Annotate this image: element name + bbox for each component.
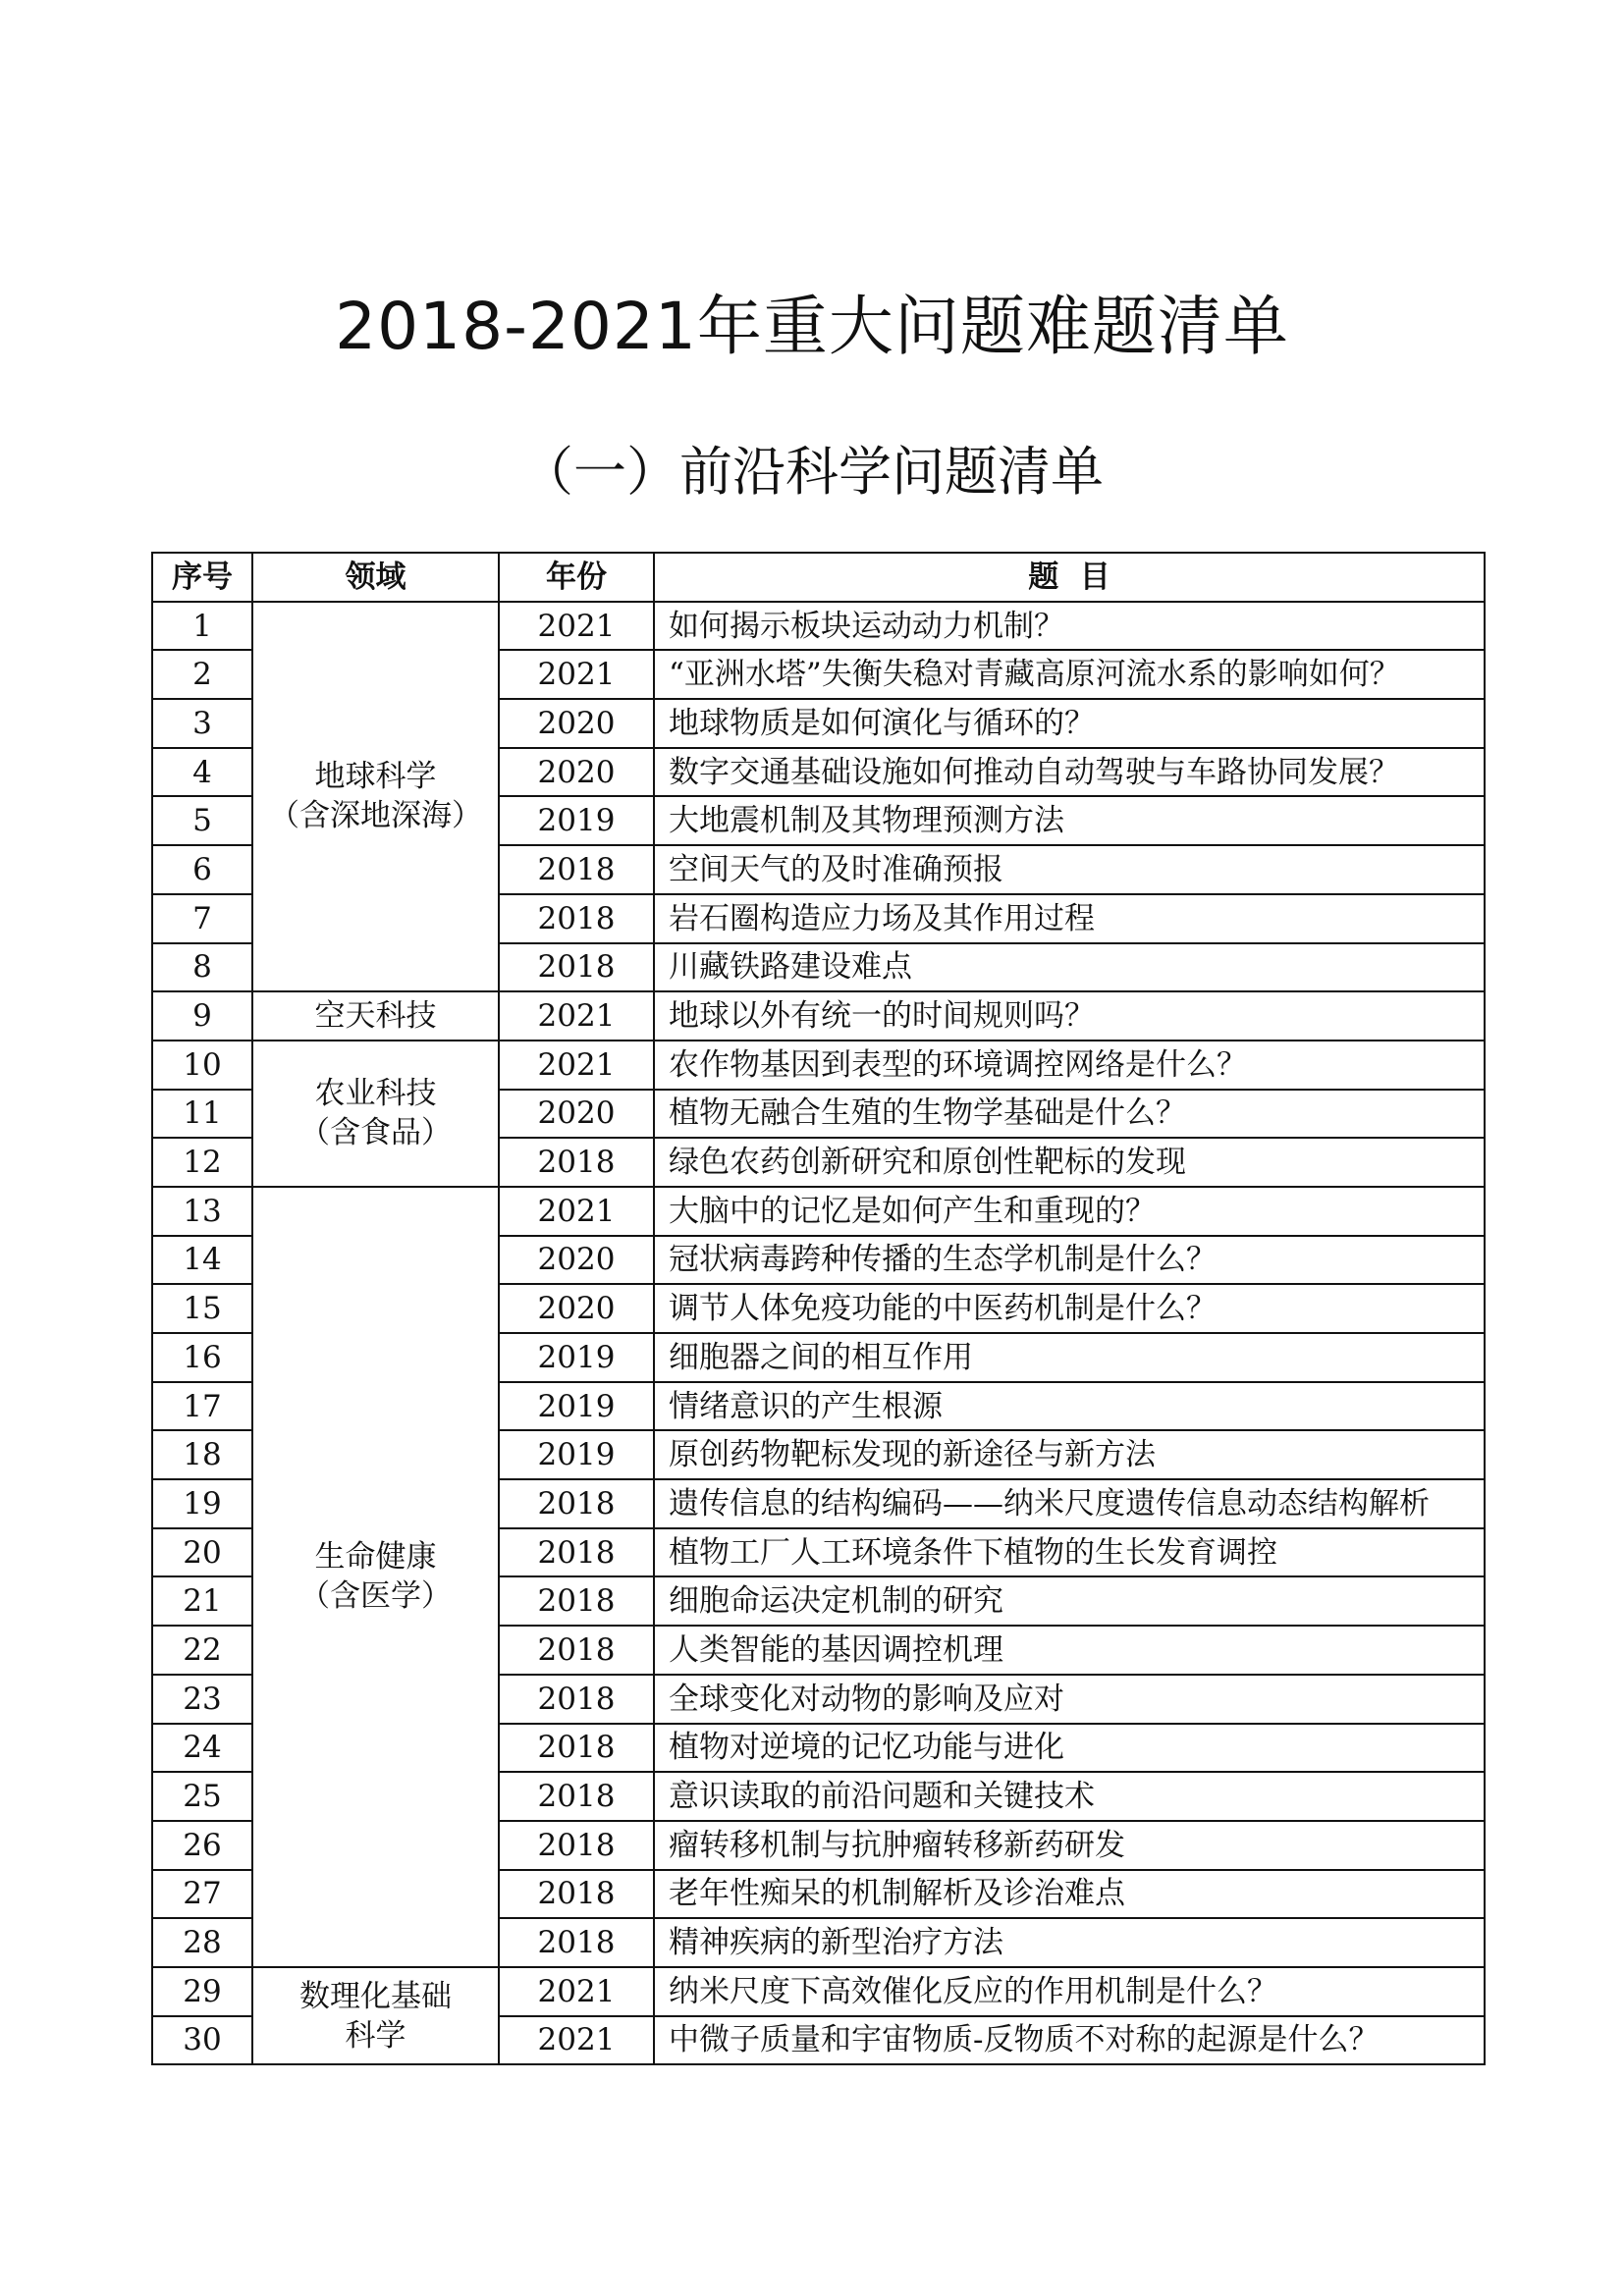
row-number: 4	[152, 748, 252, 797]
row-year: 2021	[499, 650, 654, 699]
row-number: 17	[152, 1382, 252, 1431]
row-number: 28	[152, 1918, 252, 1967]
row-topic: 瘤转移机制与抗肿瘤转移新药研发	[654, 1821, 1485, 1870]
row-topic: 川藏铁路建设难点	[654, 943, 1485, 992]
field-note: （含医学）	[299, 1578, 452, 1615]
row-number: 30	[152, 2016, 252, 2065]
row-year: 2019	[499, 1382, 654, 1431]
field-note: （含深地深海）	[269, 798, 482, 834]
table-row	[152, 1187, 1485, 1236]
table-header-row	[152, 553, 1485, 602]
row-year: 2018	[499, 1870, 654, 1919]
row-topic: “亚洲水塔”失衡失稳对青藏高原河流水系的影响如何？	[654, 650, 1485, 699]
row-topic: 冠状病毒跨种传播的生态学机制是什么？	[654, 1236, 1485, 1285]
row-topic: 人类智能的基因调控机理	[654, 1626, 1485, 1675]
row-year: 2021	[499, 991, 654, 1041]
row-topic: 植物对逆境的记忆功能与进化	[654, 1724, 1485, 1773]
row-year: 2021	[499, 1187, 654, 1236]
row-year: 2021	[499, 602, 654, 651]
row-year: 2018	[499, 1138, 654, 1187]
row-number: 10	[152, 1041, 252, 1090]
row-year: 2020	[499, 748, 654, 797]
field-name: 数理化基础	[299, 1978, 452, 2014]
field-cell	[252, 991, 499, 1041]
row-year: 2018	[499, 1626, 654, 1675]
row-year: 2020	[499, 699, 654, 748]
table-row	[152, 991, 1485, 1041]
row-topic: 植物无融合生殖的生物学基础是什么？	[654, 1090, 1485, 1139]
row-topic: 绿色农药创新研究和原创性靶标的发现	[654, 1138, 1485, 1187]
row-year: 2018	[499, 845, 654, 894]
row-number: 14	[152, 1236, 252, 1285]
row-year: 2018	[499, 1675, 654, 1724]
row-year: 2019	[499, 1430, 654, 1479]
row-topic: 遗传信息的结构编码——纳米尺度遗传信息动态结构解析	[654, 1479, 1485, 1528]
row-topic: 细胞器之间的相互作用	[654, 1333, 1485, 1382]
field-cell	[252, 1187, 499, 1967]
row-number: 21	[152, 1576, 252, 1626]
table-body	[152, 602, 1485, 2065]
row-topic: 老年性痴呆的机制解析及诊治难点	[654, 1870, 1485, 1919]
field-note: （含食品）	[299, 1115, 452, 1151]
row-topic: 空间天气的及时准确预报	[654, 845, 1485, 894]
row-topic: 调节人体免疫功能的中医药机制是什么？	[654, 1284, 1485, 1333]
field-name: 生命健康	[314, 1539, 437, 1575]
row-number: 19	[152, 1479, 252, 1528]
row-number: 8	[152, 943, 252, 992]
row-topic: 地球物质是如何演化与循环的？	[654, 699, 1485, 748]
table-row	[152, 602, 1485, 651]
row-topic: 岩石圈构造应力场及其作用过程	[654, 894, 1485, 943]
row-number: 13	[152, 1187, 252, 1236]
row-topic: 地球以外有统一的时间规则吗？	[654, 991, 1485, 1041]
row-year: 2018	[499, 1772, 654, 1821]
field-cell	[252, 602, 499, 992]
row-number: 1	[152, 602, 252, 651]
row-topic: 大地震机制及其物理预测方法	[654, 796, 1485, 845]
row-year: 2020	[499, 1090, 654, 1139]
field-cell	[252, 1967, 499, 2064]
row-topic: 农作物基因到表型的环境调控网络是什么？	[654, 1041, 1485, 1090]
row-topic: 全球变化对动物的影响及应对	[654, 1675, 1485, 1724]
issues-table	[151, 552, 1486, 2065]
row-topic: 纳米尺度下高效催化反应的作用机制是什么？	[654, 1967, 1485, 2016]
header-field: 领域	[252, 553, 499, 602]
row-number: 20	[152, 1528, 252, 1577]
row-year: 2018	[499, 1479, 654, 1528]
row-number: 6	[152, 845, 252, 894]
row-year: 2018	[499, 1528, 654, 1577]
row-number: 27	[152, 1870, 252, 1919]
row-number: 2	[152, 650, 252, 699]
row-number: 5	[152, 796, 252, 845]
row-number: 9	[152, 991, 252, 1041]
row-topic: 情绪意识的产生根源	[654, 1382, 1485, 1431]
row-number: 26	[152, 1821, 252, 1870]
row-topic: 精神疾病的新型治疗方法	[654, 1918, 1485, 1967]
row-number: 7	[152, 894, 252, 943]
row-number: 12	[152, 1138, 252, 1187]
row-year: 2020	[499, 1236, 654, 1285]
row-topic: 意识读取的前沿问题和关键技术	[654, 1772, 1485, 1821]
row-topic: 原创药物靶标发现的新途径与新方法	[654, 1430, 1485, 1479]
row-year: 2021	[499, 1041, 654, 1090]
field-name: 地球科学	[314, 759, 437, 795]
row-year: 2019	[499, 1333, 654, 1382]
row-topic: 植物工厂人工环境条件下植物的生长发育调控	[654, 1528, 1485, 1577]
row-number: 11	[152, 1090, 252, 1139]
table-row	[152, 1041, 1485, 1090]
header-year: 年份	[499, 553, 654, 602]
row-year: 2018	[499, 894, 654, 943]
row-number: 3	[152, 699, 252, 748]
row-year: 2018	[499, 1821, 654, 1870]
row-year: 2020	[499, 1284, 654, 1333]
row-year: 2018	[499, 1918, 654, 1967]
field-name: 农业科技	[314, 1076, 437, 1112]
row-year: 2018	[499, 1576, 654, 1626]
row-year: 2021	[499, 2016, 654, 2065]
row-topic: 如何揭示板块运动动力机制？	[654, 602, 1485, 651]
page-title: 2018-2021年重大问题难题清单	[335, 289, 1289, 364]
row-year: 2019	[499, 796, 654, 845]
field-name: 空天科技	[314, 998, 437, 1035]
row-topic: 数字交通基础设施如何推动自动驾驶与车路协同发展？	[654, 748, 1485, 797]
header-num: 序号	[152, 553, 252, 602]
section-title: （一）前沿科学问题清单	[520, 441, 1104, 503]
field-cell	[252, 1041, 499, 1187]
table-row	[152, 1967, 1485, 2016]
row-topic: 中微子质量和宇宙物质-反物质不对称的起源是什么？	[654, 2016, 1485, 2065]
field-note: 科学	[345, 2017, 406, 2054]
row-year: 2018	[499, 1724, 654, 1773]
row-year: 2018	[499, 943, 654, 992]
row-number: 16	[152, 1333, 252, 1382]
row-topic: 细胞命运决定机制的研究	[654, 1576, 1485, 1626]
row-topic: 大脑中的记忆是如何产生和重现的？	[654, 1187, 1485, 1236]
row-number: 22	[152, 1626, 252, 1675]
row-year: 2021	[499, 1967, 654, 2016]
header-topic: 题 目	[654, 553, 1485, 602]
row-number: 25	[152, 1772, 252, 1821]
row-number: 18	[152, 1430, 252, 1479]
row-number: 24	[152, 1724, 252, 1773]
row-number: 23	[152, 1675, 252, 1724]
row-number: 15	[152, 1284, 252, 1333]
row-number: 29	[152, 1967, 252, 2016]
